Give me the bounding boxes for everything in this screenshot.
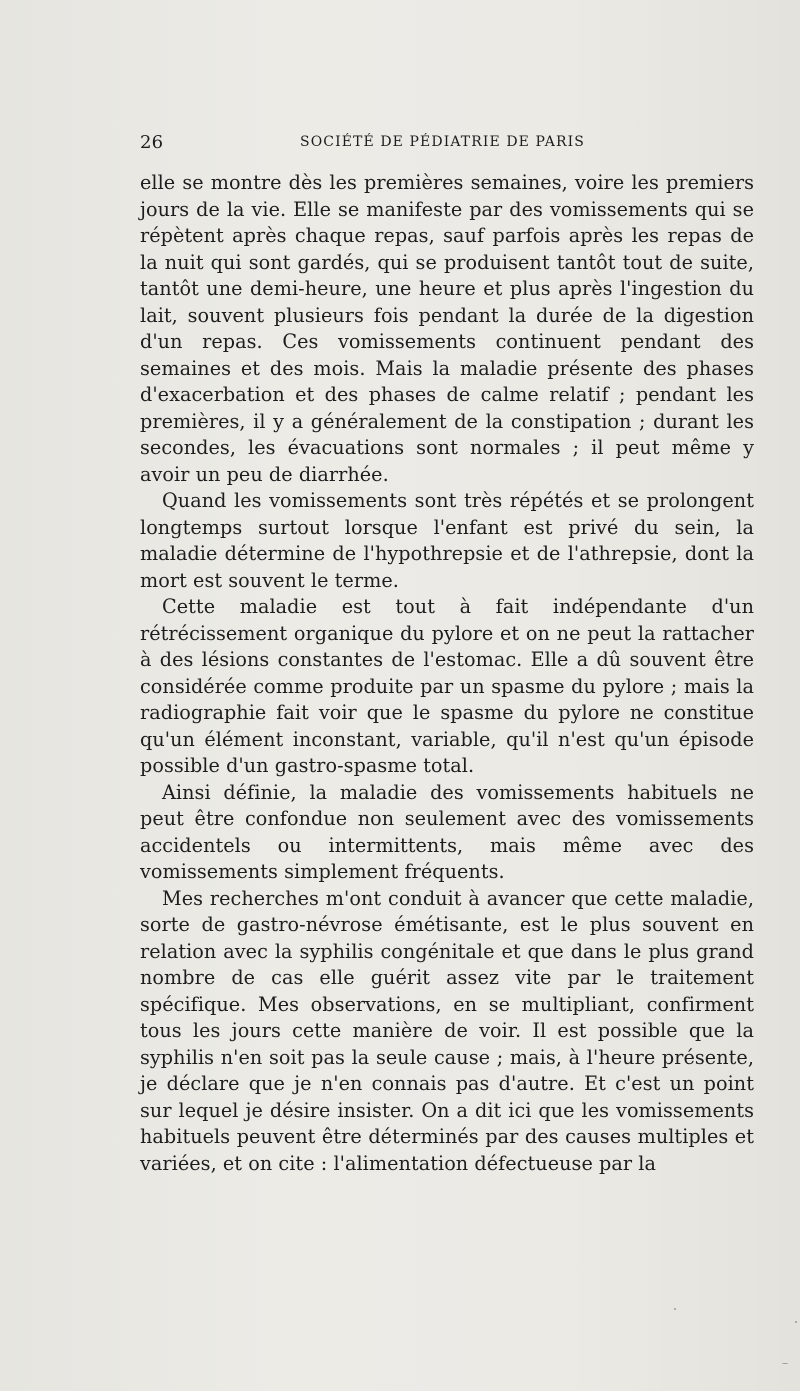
paragraph: Quand les vomissements sont très répétés et se prolongent longtemps surtout lorsque l'enfant est privé du sein, la maladie détermine de l'hypothrepsie et de l'athrepsie, dont la mort est souvent le terme. — [140, 489, 754, 592]
body-text — [140, 170, 754, 1177]
paragraph: Mes recherches m'ont conduit à avancer que cette maladie, sorte de gastro-névrose émétisante, est le plus souvent en relation avec la syphilis congénitale et que dans le plus grand nombre de cas elle guérit assez vite par le traitement spécifique. Mes observations, en se multipliant, confirment tous les jours cette manière de voir. Il est possible que la syphilis n'en soit pas la seule cause ; mais, à l'heure présente, je déclare que je n'en connais pas d'autre. Et c'est un point sur lequel je désire insister. On a dit ici que les vomissements habituels peuvent être déterminés par des causes multiples et variées, et on cite : l'alimentation défectueuse par la — [140, 886, 754, 1175]
page-number: 26 — [140, 132, 164, 153]
paragraph-continuation: elle se montre dès les premières semaines, voire les premiers jours de la vie. Elle se manifeste par des vomissements qui se répètent après chaque repas, sauf parfois après les repas de la nuit qui sont gardés, qui se produisent tantôt tout de suite, tantôt une demi-heure, une heure et plus après l'ingestion du lait, souvent plusieurs fois pendant la durée de la digestion d'un repas. Ces vomissements continuent pendant des semaines et des mois. Mais la maladie présente des phases d'exacerbation et des phases de calme relatif ; pendant les premières, il y a généralement de la constipation ; durant les secondes, les évacuations sont normales ; il peut même y avoir un peu de diarrhée. — [140, 171, 754, 486]
paper-speck — [795, 1321, 797, 1323]
paper-speck — [674, 1308, 676, 1310]
paragraph: Ainsi définie, la maladie des vomissements habituels ne peut être confondue non seulement avec des vomissements accidentels ou intermittents, mais même avec des vomissements simplement fréquents. — [140, 780, 754, 883]
paper-speck — [782, 1363, 788, 1364]
running-title: SOCIÉTÉ DE PÉDIATRIE DE PARIS — [300, 134, 585, 150]
paragraph: Cette maladie est tout à fait indépendante d'un rétrécissement organique du pylore et on ne peut la rattacher à des lésions constantes de l'estomac. Elle a dû souvent être considérée comme produite par un spasme du pylore ; mais la radiographie fait voir que le spasme du pylore ne constitue qu'un élément inconstant, variable, qu'il n'est qu'un épisode possible d'un gastro-spasme total. — [140, 595, 754, 777]
page-header — [140, 132, 590, 160]
